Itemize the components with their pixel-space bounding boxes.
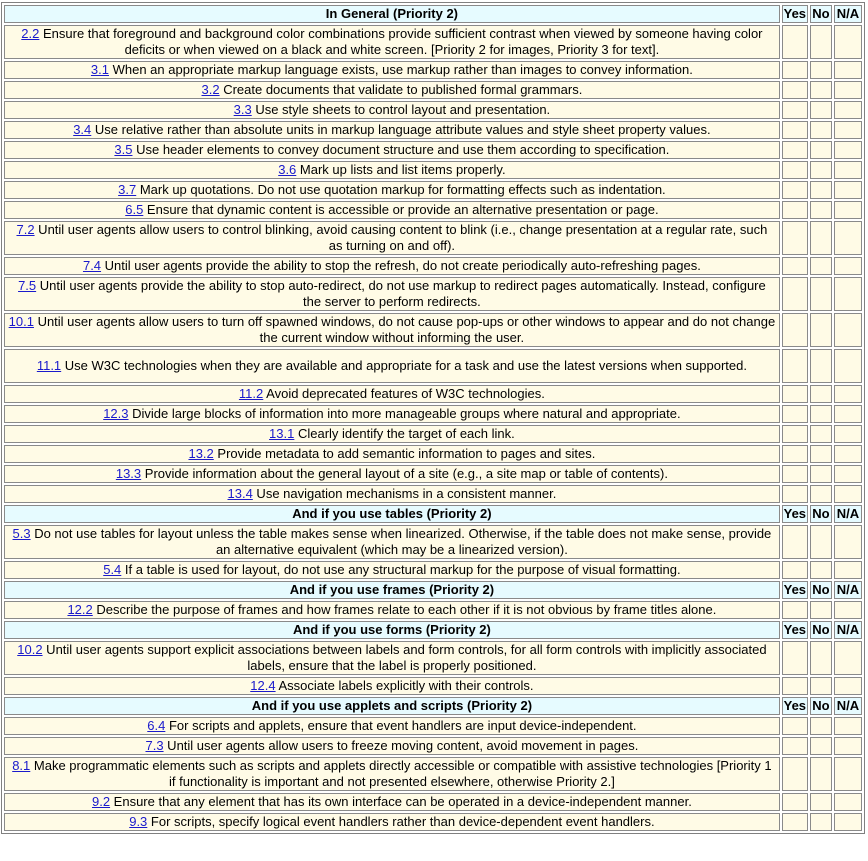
na-cell[interactable] [834,813,862,831]
column-header-na: N/A [834,697,862,715]
checkpoint-description [4,425,780,443]
no-cell[interactable] [810,465,832,483]
no-cell[interactable] [810,641,832,675]
checkpoint-text: When an appropriate markup language exists, use markup rather than images to convey information. [109,62,693,77]
na-cell[interactable] [834,405,862,423]
checkpoint-row [4,793,862,811]
checkpoint-text: Use relative rather than absolute units in markup language attribute values and style sheet property values. [91,122,711,137]
section-header-row [4,697,862,715]
no-cell[interactable] [810,101,832,119]
no-cell[interactable] [810,561,832,579]
yes-cell[interactable] [782,141,808,159]
section-header-row [4,621,862,639]
checkpoint-text: Provide metadata to add semantic information to pages and sites. [213,446,596,461]
checkpoint-text: Mark up quotations. Do not use quotation markup for formatting effects such as indentation. [136,182,666,197]
checkpoint-link[interactable]: 2.2 [21,26,40,41]
checkpoint-link[interactable]: 3.7 [118,182,137,197]
section-title: In General (Priority 2) [4,5,780,23]
yes-cell[interactable] [782,425,808,443]
checkpoint-row [4,757,862,791]
na-cell[interactable] [834,257,862,275]
yes-cell[interactable] [782,793,808,811]
checkpoint-row [4,677,862,695]
checkpoint-link[interactable]: 5.3 [12,526,31,541]
checkpoint-link[interactable]: 12.3 [103,406,129,421]
checkpoint-description [4,61,780,79]
checkpoint-description [4,121,780,139]
checkpoint-row [4,201,862,219]
no-cell[interactable] [810,181,832,199]
checkpoint-link[interactable]: 6.4 [147,718,166,733]
checkpoint-text: Clearly identify the target of each link. [294,426,515,441]
no-cell[interactable] [810,277,832,311]
checkpoint-link[interactable]: 8.1 [12,758,31,773]
no-cell[interactable] [810,25,832,59]
section-title: And if you use frames (Priority 2) [4,581,780,599]
checkpoint-link[interactable]: 3.3 [233,102,252,117]
checkpoint-description [4,737,780,755]
checkpoint-row [4,641,862,675]
checkpoint-link[interactable]: 7.3 [145,738,164,753]
column-header-no: No [810,697,832,715]
no-cell[interactable] [810,677,832,695]
yes-cell[interactable] [782,257,808,275]
section-title: And if you use tables (Priority 2) [4,505,780,523]
checkpoint-link[interactable]: 6.5 [125,202,144,217]
section-header-row [4,581,862,599]
no-cell[interactable] [810,525,832,559]
checkpoint-row [4,61,862,79]
column-header-no: No [810,581,832,599]
checkpoint-link[interactable]: 13.2 [188,446,214,461]
no-cell[interactable] [810,141,832,159]
no-cell[interactable] [810,757,832,791]
checkpoint-row [4,465,862,483]
checkpoint-link[interactable]: 5.4 [103,562,122,577]
no-cell[interactable] [810,385,832,403]
checkpoint-row [4,561,862,579]
checkpoint-description [4,349,780,383]
column-header-yes: Yes [783,622,807,637]
yes-cell[interactable] [782,313,808,347]
no-cell[interactable] [810,313,832,347]
checkpoint-description [4,641,780,675]
checkpoint-description [4,141,780,159]
checkpoint-description [4,601,780,619]
checkpoint-description [4,181,780,199]
checkpoint-text: Use navigation mechanisms in a consistent manner. [252,486,557,501]
na-cell[interactable] [834,525,862,559]
checkpoint-link[interactable]: 3.6 [278,162,297,177]
checkpoint-description [4,201,780,219]
na-cell[interactable] [834,445,862,463]
checkpoint-text: For scripts, specify logical event handlers rather than device-dependent event handlers. [147,814,655,829]
checkpoint-description [4,101,780,119]
checkpoint-text: Ensure that any element that has its own interface can be operated in a device-independent manner. [110,794,692,809]
no-cell[interactable] [810,221,832,255]
checkpoint-text: Use style sheets to control layout and presentation. [251,102,551,117]
na-cell[interactable] [834,201,862,219]
na-cell[interactable] [834,61,862,79]
checkpoint-row [4,445,862,463]
na-cell[interactable] [834,81,862,99]
yes-cell[interactable] [782,445,808,463]
checkpoint-link[interactable]: 11.1 [36,358,62,373]
no-cell[interactable] [810,445,832,463]
checkpoint-text: Do not use tables for layout unless the table makes sense when linearized. Otherwise, if the table does not make sense, provide an alternative equivalent (which may be a linearized version). [30,526,772,557]
checkpoint-description [4,221,780,255]
no-cell[interactable] [810,601,832,619]
checkpoint-row [4,717,862,735]
na-cell[interactable] [834,793,862,811]
checkpoint-text: For scripts and applets, ensure that event handlers are input device-independent. [165,718,637,733]
yes-cell[interactable] [782,385,808,403]
checkpoint-text: Make programmatic elements such as scripts and applets directly accessible or compatible with assistive technologies [Priority 1 if functionality is important and not presented elsewhere, otherwise Priority 2.] [30,758,772,789]
checkpoint-row [4,813,862,831]
column-header-yes: Yes [783,6,807,21]
checkpoint-text: Create documents that validate to published formal grammars. [219,82,583,97]
na-cell[interactable] [834,561,862,579]
checkpoint-link[interactable]: 7.2 [16,222,35,237]
yes-cell[interactable] [782,349,808,383]
yes-cell[interactable] [782,757,808,791]
checkpoint-link[interactable]: 7.4 [82,258,102,273]
no-cell[interactable] [810,349,832,383]
na-cell[interactable] [834,349,862,383]
na-cell[interactable] [834,221,862,255]
na-cell[interactable] [834,757,862,791]
na-cell[interactable] [834,121,862,139]
checkpoint-link[interactable]: 10.2 [17,642,43,657]
na-cell[interactable] [834,313,862,347]
column-header-na: N/A [834,5,862,23]
yes-cell[interactable] [782,161,808,179]
yes-cell[interactable] [782,641,808,675]
column-header-yes: Yes [783,582,807,597]
checkpoint-description [4,277,780,311]
checkpoint-description [4,813,780,831]
checkpoint-text: Until user agents provide the ability to stop auto-redirect, do not use markup to redirect pages automatically. Instead, configure the server to perform redirects. [36,278,766,309]
section-title: And if you use forms (Priority 2) [4,621,780,639]
checkpoint-link[interactable]: 9.3 [129,814,148,829]
na-cell[interactable] [834,677,862,695]
checkpoint-row [4,81,862,99]
yes-cell[interactable] [782,25,808,59]
checkpoint-description [4,561,780,579]
yes-cell[interactable] [782,561,808,579]
yes-cell[interactable] [782,61,808,79]
checkpoint-text: Until user agents support explicit associations between labels and form controls, for all form controls with implicitly associated labels, ensure that the label is properly positioned. [42,642,767,673]
checkpoint-text: Until user agents allow users to turn off spawned windows, do not cause pop-ups or other windows to appear and do not change the current window without informing the user. [33,314,776,345]
checkpoint-text: Avoid deprecated features of W3C technologies. [263,386,545,401]
checkpoint-link[interactable]: 13.4 [227,486,253,501]
column-header-no: No [810,505,832,523]
checkpoint-link[interactable]: 13.3 [115,466,142,481]
checkpoint-description [4,485,780,503]
na-cell[interactable] [834,601,862,619]
no-cell[interactable] [810,485,832,503]
checkpoint-description [4,445,780,463]
yes-cell[interactable] [782,121,808,139]
yes-cell[interactable] [782,677,808,695]
no-cell[interactable] [810,257,832,275]
column-header-no: No [810,5,832,23]
checkpoint-text: Until user agents provide the ability to stop the refresh, do not create periodically auto-refreshing pages. [101,258,701,273]
yes-cell[interactable] [782,525,808,559]
no-cell[interactable] [810,121,832,139]
na-cell[interactable] [834,425,862,443]
checkpoint-link[interactable]: 12.2 [67,602,93,617]
column-header-na: N/A [834,581,862,599]
checkpoint-text: Until user agents allow users to freeze moving content, avoid movement in pages. [163,738,639,753]
no-cell[interactable] [810,813,832,831]
checkpoint-description [4,161,780,179]
checkpoint-row [4,221,862,255]
yes-cell[interactable] [782,277,808,311]
yes-cell[interactable] [782,813,808,831]
wcag-priority-2-checklist [1,2,865,834]
yes-cell[interactable] [782,221,808,255]
no-cell[interactable] [810,425,832,443]
checkpoint-text: Provide information about the general layout of a site (e.g., a site map or table of contents). [141,466,668,481]
checkpoint-text: If a table is used for layout, do not use any structural markup for the purpose of visual formatting. [121,562,681,577]
checkpoint-link[interactable]: 13.1 [269,426,295,441]
section-header-row [4,5,862,23]
checkpoint-row [4,385,862,403]
no-cell[interactable] [810,737,832,755]
checkpoint-row [4,525,862,559]
checkpoint-description [4,313,780,347]
checkpoint-description [4,385,780,403]
no-cell[interactable] [810,161,832,179]
checkpoint-row [4,313,862,347]
checkpoint-text: Divide large blocks of information into more manageable groups where natural and appropriate. [128,406,681,421]
column-header-yes: Yes [783,698,807,713]
no-cell[interactable] [810,405,832,423]
checkpoint-row [4,121,862,139]
checkpoint-link[interactable]: 11.2 [238,386,264,401]
yes-cell[interactable] [782,181,808,199]
na-cell[interactable] [834,385,862,403]
checkpoint-row [4,425,862,443]
checkpoint-link[interactable]: 7.5 [18,278,37,293]
checkpoint-description [4,677,780,695]
section-title: And if you use applets and scripts (Priority 2) [4,697,780,715]
checkpoint-text: Associate labels explicitly with their controls. [275,678,534,693]
checkpoint-row [4,257,862,275]
checkpoint-text: Use header elements to convey document structure and use them according to specification. [132,142,670,157]
checkpoint-text: Until user agents allow users to control blinking, avoid causing content to blink (i.e., change presentation at a regular rate, such as turning on and off). [34,222,768,253]
checkpoint-link[interactable]: 3.4 [73,122,92,137]
checklist-body [4,5,862,831]
column-header-no: No [810,621,832,639]
no-cell[interactable] [810,717,832,735]
checkpoint-description [4,25,780,59]
checkpoint-description [4,405,780,423]
yes-cell[interactable] [782,737,808,755]
checkpoint-text: Mark up lists and list items properly. [296,162,506,177]
no-cell[interactable] [810,81,832,99]
checkpoint-description [4,465,780,483]
yes-cell[interactable] [782,485,808,503]
na-cell[interactable] [834,25,862,59]
column-header-yes: Yes [783,506,807,521]
checkpoint-row [4,601,862,619]
checkpoint-row [4,349,862,383]
checkpoint-link[interactable]: 3.1 [90,62,109,77]
na-cell[interactable] [834,641,862,675]
checkpoint-description [4,793,780,811]
no-cell[interactable] [810,793,832,811]
checkpoint-row [4,277,862,311]
column-header-na: N/A [834,621,862,639]
yes-cell[interactable] [782,101,808,119]
yes-cell[interactable] [782,81,808,99]
na-cell[interactable] [834,717,862,735]
checkpoint-description [4,525,780,559]
checkpoint-row [4,181,862,199]
checkpoint-row [4,161,862,179]
checkpoint-row [4,101,862,119]
checkpoint-row [4,141,862,159]
yes-cell[interactable] [782,601,808,619]
na-cell[interactable] [834,277,862,311]
checkpoint-link[interactable]: 9.2 [91,794,111,809]
checkpoint-text: Ensure that foreground and background color combinations provide sufficient contrast when viewed by someone having color deficits or when viewed on a black and white screen. [Priority 2 for images, Priority 3 for text]. [39,26,763,57]
checkpoint-row [4,737,862,755]
checkpoint-link[interactable]: 3.5 [114,142,133,157]
no-cell[interactable] [810,61,832,79]
checkpoint-text: Describe the purpose of frames and how frames relate to each other if it is not obvious by frame titles alone. [92,602,717,617]
checkpoint-row [4,405,862,423]
na-cell[interactable] [834,465,862,483]
checkpoint-description [4,81,780,99]
column-header-na: N/A [834,505,862,523]
checkpoint-link[interactable]: 12.4 [250,678,276,693]
no-cell[interactable] [810,201,832,219]
checkpoint-row [4,485,862,503]
yes-cell[interactable] [782,465,808,483]
na-cell[interactable] [834,485,862,503]
na-cell[interactable] [834,737,862,755]
checkpoint-text: Ensure that dynamic content is accessible or provide an alternative presentation or page. [143,202,659,217]
section-header-row [4,505,862,523]
checkpoint-text: Use W3C technologies when they are available and appropriate for a task and use the latest versions when supported. [61,358,747,373]
checkpoint-description [4,717,780,735]
checkpoint-description [4,757,780,791]
yes-cell[interactable] [782,201,808,219]
checkpoint-description [4,257,780,275]
checkpoint-link[interactable]: 10.1 [8,314,34,329]
checkpoint-link[interactable]: 3.2 [201,82,220,97]
na-cell[interactable] [834,161,862,179]
yes-cell[interactable] [782,717,808,735]
na-cell[interactable] [834,181,862,199]
na-cell[interactable] [834,141,862,159]
na-cell[interactable] [834,101,862,119]
yes-cell[interactable] [782,405,808,423]
checkpoint-row [4,25,862,59]
